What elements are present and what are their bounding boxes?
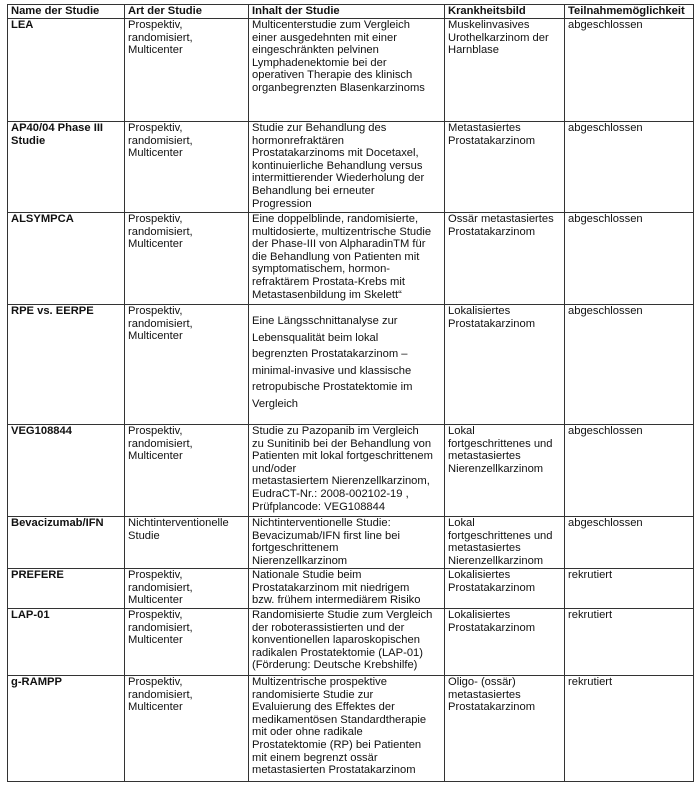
study-name-cell: Bevacizumab/IFN: [8, 517, 125, 569]
condition-cell: Lokalisiertes Prostatakarzinom: [445, 305, 565, 425]
study-type-cell: Prospektiv, randomisiert, Multicenter: [125, 569, 249, 609]
study-name-cell: ALSYMPCA: [8, 213, 125, 305]
study-type-cell: Nichtinterventionelle Studie: [125, 517, 249, 569]
table-row: [8, 517, 694, 569]
table-row: [8, 213, 694, 305]
study-content-cell: Multicenterstudie zum Vergleich einer ausgedehnten mit einer eingeschränkten pelvinen Lymphadenektomie bei der operativen Therapie des klinisch organbegrenzten Blasenkarzinoms: [249, 19, 445, 122]
study-type-cell: Prospektiv, randomisiert, Multicenter: [125, 609, 249, 676]
study-table: [7, 4, 694, 782]
study-name-cell: RPE vs. EERPE: [8, 305, 125, 425]
status-cell: abgeschlossen: [565, 517, 694, 569]
study-name-cell: PREFERE: [8, 569, 125, 609]
study-content-cell: Multizentrische prospektive randomisierte Studie zur Evaluierung des Effektes der medikamentösen Standardtherapie mit oder ohne radikale Prostatektomie (RP) bei Patienten mit einem begrenzt ossär metastasierten Prostatakarzinom: [249, 676, 445, 782]
condition-cell: Lokalisiertes Prostatakarzinom: [445, 609, 565, 676]
condition-cell: Oligo- (ossär) metastasiertes Prostatakarzinom: [445, 676, 565, 782]
condition-cell: Metastasiertes Prostatakarzinom: [445, 122, 565, 213]
study-content-cell: Studie zur Behandlung des hormonrefraktären Prostatakarzinoms mit Docetaxel, kontinuierliche Behandlung versus intermittierender Wiederholung der Behandlung bei erneuter Progression: [249, 122, 445, 213]
condition-cell: Muskelinvasives Urothelkarzinom der Harnblase: [445, 19, 565, 122]
study-table-container: [7, 4, 694, 782]
table-row: [8, 305, 694, 425]
study-type-cell: Prospektiv, randomisiert, Multicenter: [125, 425, 249, 517]
study-type-cell: Prospektiv, randomisiert, Multicenter: [125, 19, 249, 122]
header-participation: Teilnahmemöglichkeit: [565, 5, 694, 19]
condition-cell: Lokal fortgeschrittenes und metastasiertes Nierenzellkarzinom: [445, 517, 565, 569]
table-row: [8, 19, 694, 122]
study-type-cell: Prospektiv, randomisiert, Multicenter: [125, 305, 249, 425]
study-name-cell: LAP-01: [8, 609, 125, 676]
study-name-cell: g-RAMPP: [8, 676, 125, 782]
study-content-cell: Eine Längsschnittanalyse zur Lebensqualität beim lokal begrenzten Prostatakarzinom – minimal-invasive und klassische retropubische Prostatektomie im Vergleich: [249, 305, 445, 425]
study-name-cell: VEG108844: [8, 425, 125, 517]
study-content-cell: Eine doppelblinde, randomisierte, multidosierte, multizentrische Studie der Phase-III von AlpharadinTM für die Behandlung von Patienten mit symptomatischem, hormon- refraktärem Prostata-Krebs mit Metastasenbildung im Skelett“: [249, 213, 445, 305]
study-name-cell: LEA: [8, 19, 125, 122]
study-content-cell: Nationale Studie beim Prostatakarzinom mit niedrigem bzw. frühem intermediärem Risiko: [249, 569, 445, 609]
status-cell: rekrutiert: [565, 609, 694, 676]
header-type: Art der Studie: [125, 5, 249, 19]
study-type-cell: Prospektiv, randomisiert, Multicenter: [125, 213, 249, 305]
header-condition: Krankheitsbild: [445, 5, 565, 19]
study-content-cell: Nichtinterventionelle Studie: Bevacizumab/IFN first line bei fortgeschrittenem Nierenzellkarzinom: [249, 517, 445, 569]
table-header-row: [8, 5, 694, 19]
study-type-cell: Prospektiv, randomisiert, Multicenter: [125, 122, 249, 213]
header-name: Name der Studie: [8, 5, 125, 19]
table-row: [8, 122, 694, 213]
table-row: [8, 425, 694, 517]
status-cell: abgeschlossen: [565, 425, 694, 517]
status-cell: abgeschlossen: [565, 122, 694, 213]
study-type-cell: Prospektiv, randomisiert, Multicenter: [125, 676, 249, 782]
status-cell: abgeschlossen: [565, 213, 694, 305]
study-name-cell: AP40/04 Phase III Studie: [8, 122, 125, 213]
study-content-cell: Studie zu Pazopanib im Vergleich zu Sunitinib bei der Behandlung von Patienten mit lokal fortgeschrittenem und/oder metastasiertem Nierenzellkarzinom, EudraCT-Nr.: 2008-002102-19 , Prüfplancode: VEG108844: [249, 425, 445, 517]
table-row: [8, 676, 694, 782]
condition-cell: Lokalisiertes Prostatakarzinom: [445, 569, 565, 609]
status-cell: abgeschlossen: [565, 19, 694, 122]
status-cell: abgeschlossen: [565, 305, 694, 425]
table-row: [8, 609, 694, 676]
condition-cell: Ossär metastasiertes Prostatakarzinom: [445, 213, 565, 305]
status-cell: rekrutiert: [565, 569, 694, 609]
study-content-cell: Randomisierte Studie zum Vergleich der roboterassistierten und der konventionellen laparoskopischen radikalen Prostatektomie (LAP-01) (Förderung: Deutsche Krebshilfe): [249, 609, 445, 676]
condition-cell: Lokal fortgeschrittenes und metastasiertes Nierenzellkarzinom: [445, 425, 565, 517]
status-cell: rekrutiert: [565, 676, 694, 782]
table-row: [8, 569, 694, 609]
header-content: Inhalt der Studie: [249, 5, 445, 19]
